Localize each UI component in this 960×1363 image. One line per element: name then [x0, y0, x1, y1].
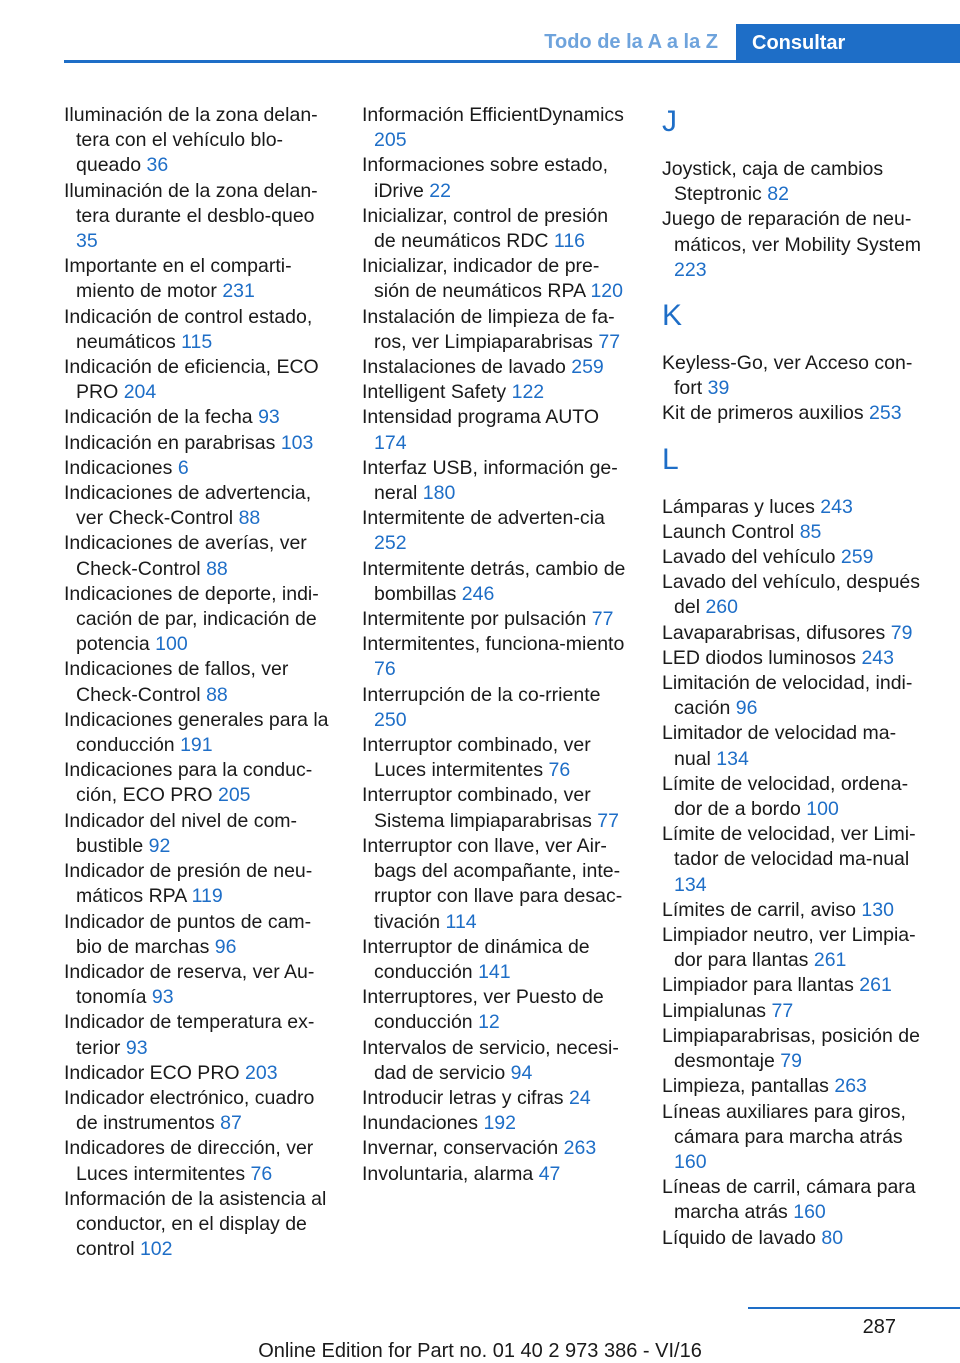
index-entry — [662, 1175, 932, 1225]
index-entry — [662, 772, 932, 822]
entry-term: Información de la asistencia al conductor, en el display de control — [64, 1187, 327, 1261]
entry-term: Indicación de control estado, neumáticos — [64, 305, 313, 353]
entry-term: Lavado del vehículo, después del — [662, 571, 921, 619]
index-entry — [362, 935, 632, 985]
index-entry — [662, 1074, 932, 1099]
entry-term: Launch Control — [662, 520, 795, 543]
index-entry — [662, 351, 932, 401]
entry-term: Limitación de velocidad, indi-cación — [662, 672, 913, 720]
page-link[interactable]: 141 — [478, 960, 511, 983]
index-entry — [64, 859, 334, 909]
page-link[interactable]: 246 — [461, 582, 495, 605]
entry-term: Límites de carril, aviso — [662, 898, 856, 921]
entry-term: Limitador de velocidad ma-nual — [662, 722, 897, 770]
index-entry — [662, 721, 932, 771]
entry-term: Importante en el comparti-miento de motor — [64, 255, 292, 303]
index-entry — [64, 405, 334, 430]
index-entry — [64, 1086, 334, 1136]
page-link[interactable]: 261 — [859, 974, 892, 997]
entry-term: Indicaciones de averías, ver Check-Control — [64, 532, 307, 580]
entry-term: Interruptor con llave, ver Air-bags del acompañante, inte-rruptor con llave para desac-tivación — [362, 834, 623, 933]
entry-term: Keyless-Go, ver Acceso con-fort — [662, 352, 913, 400]
index-entry — [64, 456, 334, 481]
entry-term: Joystick, caja de cambios Steptronic — [662, 158, 884, 206]
page-link[interactable]: 47 — [538, 1162, 561, 1185]
entry-term: Indicador de temperatura ex-terior — [64, 1011, 315, 1059]
index-entry — [362, 355, 632, 380]
entry-term: Intervalos de servicio, necesi-dad de servicio — [362, 1036, 619, 1084]
entry-term: Indicaciones de deporte, indi-cación de par, indicación de potencia — [64, 582, 319, 656]
index-entry — [362, 506, 632, 556]
page-link[interactable]: 160 — [793, 1201, 826, 1224]
entry-term: Interruptor combinado, ver Luces intermitentes — [362, 734, 591, 782]
index-entry — [362, 783, 632, 833]
index-entry — [662, 520, 932, 545]
page-link[interactable]: 263 — [834, 1075, 867, 1098]
entry-term: Indicador de reserva, ver Au-tonomía — [64, 960, 315, 1009]
index-entry — [64, 708, 334, 758]
page-link[interactable]: 24 — [568, 1086, 591, 1109]
page-link[interactable]: 92 — [148, 834, 171, 857]
entry-term: Lavado del vehículo — [662, 546, 836, 569]
edition-note: Online Edition for Part no. 01 40 2 973 386 - VI/16 — [258, 1340, 702, 1362]
entry-term: Indicaciones de advertencia, ver Check-Control — [64, 482, 312, 530]
index-entry — [362, 1111, 632, 1136]
page-link[interactable]: 119 — [191, 885, 223, 908]
entry-term: Indicación de la fecha — [64, 406, 253, 429]
index-entry — [64, 910, 334, 960]
entry-term: Introducir letras y cifras — [362, 1086, 564, 1109]
page-link[interactable]: 77 — [597, 809, 619, 832]
page-link[interactable]: 223 — [674, 258, 707, 281]
entry-term: Invernar, conservación — [362, 1137, 559, 1160]
page-link[interactable]: 130 — [861, 898, 894, 921]
entry-term: Intelligent Safety — [362, 381, 507, 404]
page-link[interactable]: 35 — [76, 230, 98, 253]
page-link[interactable]: 96 — [735, 697, 758, 720]
index-entry — [362, 834, 632, 935]
index-entry — [64, 481, 334, 531]
index-entry — [662, 545, 932, 570]
page-link[interactable]: 191 — [180, 734, 213, 757]
entry-term: Lavaparabrisas, difusores — [662, 621, 886, 644]
index-entry — [362, 1136, 632, 1161]
page-link[interactable]: 205 — [374, 129, 407, 152]
page-link[interactable]: 116 — [553, 230, 586, 253]
entry-term: Inicializar, control de presión de neumáticos RDC — [362, 204, 609, 253]
page-link[interactable]: 77 — [771, 999, 794, 1022]
entry-term: Instalación de limpieza de fa-ros, ver Limpiaparabrisas — [362, 305, 615, 353]
page-link[interactable]: 231 — [222, 280, 255, 303]
index-entry — [662, 1226, 932, 1251]
page-link[interactable]: 79 — [780, 1050, 802, 1073]
page-link[interactable]: 263 — [563, 1137, 597, 1160]
index-column-3 — [662, 103, 932, 1251]
entry-term: Líquido de lavado — [662, 1226, 816, 1249]
entry-term: Inicializar, indicador de pre-sión de neumáticos RPA — [362, 255, 600, 303]
index-entry — [64, 179, 334, 255]
index-entry — [64, 809, 334, 859]
index-entry — [64, 657, 334, 707]
page-link[interactable]: 259 — [840, 546, 874, 569]
index-entry — [64, 431, 334, 456]
index-entry — [662, 621, 932, 646]
page-link[interactable]: 94 — [510, 1061, 533, 1084]
page-link[interactable]: 259 — [571, 356, 604, 379]
index-entry — [362, 607, 632, 632]
section-letter: J — [662, 105, 677, 138]
entry-term: Limpiador para llantas — [662, 974, 854, 997]
index-entry — [64, 305, 334, 355]
page-link[interactable]: 22 — [429, 179, 451, 202]
page-link[interactable]: 88 — [206, 557, 228, 580]
page-link[interactable]: 243 — [820, 495, 853, 518]
index-entry — [64, 1061, 334, 1086]
entry-term: Límite de velocidad, ver Limi-tador de velocidad ma-nual — [662, 823, 916, 871]
entry-term: Limpialunas — [662, 999, 767, 1022]
index-entry — [362, 405, 632, 455]
index-entry — [64, 758, 334, 808]
page-link[interactable]: 76 — [374, 658, 396, 681]
page-link[interactable]: 100 — [155, 633, 188, 656]
page-link[interactable]: 260 — [705, 596, 738, 619]
index-entry — [64, 582, 334, 658]
entry-term: Limpiaparabrisas, posición de desmontaje — [662, 1024, 920, 1073]
index-entry — [362, 380, 632, 405]
entry-term: Indicación en parabrisas — [64, 431, 276, 454]
entry-term: Indicador ECO PRO — [64, 1061, 240, 1084]
index-entry — [362, 557, 632, 607]
page-link[interactable]: 82 — [767, 183, 789, 206]
page-link[interactable]: 205 — [217, 784, 251, 807]
page-link[interactable]: 102 — [139, 1238, 173, 1261]
index-entry — [362, 1086, 632, 1111]
page-link[interactable]: 252 — [374, 532, 407, 555]
page-link[interactable]: 134 — [674, 873, 707, 896]
index-entry — [362, 153, 632, 203]
entry-term: Iluminación de la zona delan-tera con el vehículo blo-queado — [64, 104, 318, 177]
page-link[interactable]: 204 — [123, 381, 157, 404]
entry-term: Líneas de carril, cámara para marcha atrás — [662, 1176, 916, 1224]
page-link[interactable]: 39 — [707, 377, 730, 400]
entry-term: Iluminación de la zona delan-tera durante el desblo-queo — [64, 179, 318, 227]
entry-term: Interrupción de la co-rriente — [362, 683, 601, 706]
page-link[interactable]: 88 — [206, 683, 228, 706]
index-entry — [662, 973, 932, 998]
index-entry — [362, 683, 632, 733]
index-entry — [64, 103, 334, 179]
index-entry — [64, 960, 334, 1010]
section-title: Todo de la A a la Z — [544, 30, 718, 53]
index-entry — [64, 531, 334, 581]
page-link[interactable]: 93 — [151, 986, 174, 1009]
index-entry — [662, 999, 932, 1024]
page-link[interactable]: 77 — [591, 608, 614, 631]
page-link[interactable]: 85 — [799, 520, 822, 543]
entry-term: Involuntaria, alarma — [362, 1162, 534, 1185]
entry-term: Indicador del nivel de com-bustible — [64, 809, 298, 857]
index-entry — [64, 254, 334, 304]
entry-term: Limpiador neutro, ver Limpia-dor para llantas — [662, 924, 916, 972]
page-link[interactable]: 120 — [590, 280, 623, 303]
page-link[interactable]: 12 — [478, 1011, 500, 1034]
page-link[interactable]: 134 — [716, 747, 749, 770]
page-link[interactable]: 100 — [806, 798, 839, 821]
index-entry — [362, 1162, 632, 1187]
index-entry — [662, 646, 932, 671]
page-link[interactable]: 6 — [177, 456, 189, 479]
index-entry — [64, 1136, 334, 1186]
page-link[interactable]: 243 — [861, 646, 894, 669]
header-divider — [64, 60, 960, 63]
index-entry — [662, 898, 932, 923]
entry-term: Intermitente por pulsación — [362, 608, 587, 631]
page-link[interactable]: 79 — [890, 621, 913, 644]
index-entry — [362, 305, 632, 355]
entry-term: Interruptores, ver Puesto de conducción — [362, 986, 604, 1034]
index-entry — [662, 1100, 932, 1176]
index-column-1 — [64, 103, 334, 1262]
entry-term: Indicaciones generales para la conducción — [64, 708, 329, 757]
page-link[interactable]: 261 — [813, 949, 847, 972]
page-link[interactable]: 87 — [220, 1112, 242, 1135]
entry-term: Informaciones sobre estado, iDrive — [362, 154, 609, 202]
entry-term: Información EfficientDynamics — [362, 104, 624, 126]
index-entry — [662, 671, 932, 721]
page-link[interactable]: 160 — [674, 1150, 707, 1173]
page-link[interactable]: 203 — [245, 1061, 278, 1084]
entry-term: Indicador electrónico, cuadro de instrumentos — [64, 1086, 315, 1135]
entry-term: Indicación de eficiencia, ECO PRO — [64, 356, 319, 404]
entry-term: Intensidad programa AUTO — [362, 406, 600, 429]
index-entry — [662, 1024, 932, 1074]
chapter-tab: Consultar — [736, 24, 960, 63]
index-entry — [362, 204, 632, 254]
entry-term: Inundaciones — [362, 1112, 479, 1135]
page-link[interactable]: 80 — [821, 1226, 844, 1249]
entry-term: Kit de primeros auxilios — [662, 402, 864, 425]
page-link[interactable]: 115 — [181, 330, 213, 353]
index-column-2 — [362, 103, 632, 1187]
index-entry — [662, 495, 932, 520]
entry-term: Indicador de puntos de cam-bio de marchas — [64, 910, 312, 958]
index-entry — [64, 1010, 334, 1060]
page-link[interactable]: 76 — [250, 1162, 273, 1185]
footer-divider — [748, 1307, 960, 1309]
entry-term: Indicaciones para la conduc-ción, ECO PRO — [64, 759, 313, 807]
index-entry — [662, 401, 932, 426]
page-link[interactable]: 103 — [280, 431, 314, 454]
page-link[interactable]: 93 — [258, 406, 280, 429]
entry-term: Limpieza, pantallas — [662, 1075, 829, 1098]
index-entry — [362, 456, 632, 506]
index-entry — [362, 254, 632, 304]
entry-term: Intermitente detrás, cambio de bombillas — [362, 557, 626, 605]
index-entry — [362, 985, 632, 1035]
index-entry — [362, 733, 632, 783]
page-link[interactable]: 180 — [422, 482, 456, 505]
index-entry — [362, 632, 632, 682]
page-link[interactable]: 96 — [214, 935, 237, 958]
index-entry — [662, 157, 932, 207]
index-entry — [362, 1036, 632, 1086]
index-entry — [662, 570, 932, 620]
entry-term: Indicaciones — [64, 456, 173, 479]
page-link[interactable]: 76 — [548, 759, 571, 782]
page-link[interactable]: 36 — [146, 154, 169, 177]
section-letter: L — [662, 442, 679, 476]
page-link[interactable]: 174 — [374, 431, 407, 454]
entry-term: Indicaciones de fallos, ver Check-Control — [64, 658, 289, 706]
entry-term: Interruptor de dinámica de conducción — [362, 935, 590, 983]
page-number: 287 — [862, 1316, 896, 1338]
page-link[interactable]: 192 — [483, 1112, 516, 1135]
page-link[interactable]: 114 — [445, 910, 477, 933]
page-link[interactable]: 122 — [511, 381, 545, 404]
entry-term: Líneas auxiliares para giros, cámara para marcha atrás — [662, 1100, 906, 1148]
section-letter: K — [662, 299, 683, 333]
index-entry — [64, 1187, 334, 1263]
page-link[interactable]: 253 — [869, 402, 902, 425]
entry-term: Indicadores de dirección, ver Luces intermitentes — [64, 1137, 314, 1185]
entry-term: Juego de reparación de neu-máticos, ver Mobility System — [662, 208, 922, 256]
index-entry — [662, 923, 932, 973]
entry-term: Interfaz USB, información ge-neral — [362, 456, 618, 505]
entry-term: Instalaciones de lavado — [362, 356, 566, 379]
index-entry — [64, 355, 334, 405]
index-entry — [662, 207, 932, 283]
entry-term: Intermitente de adverten-cia — [362, 507, 605, 530]
entry-term: Límite de velocidad, ordena-dor de a bordo — [662, 772, 909, 821]
entry-term: LED diodos luminosos — [662, 646, 857, 669]
entry-term: Indicador de presión de neu-máticos RPA — [64, 860, 313, 908]
entry-term: Lámparas y luces — [662, 495, 815, 518]
index-entry — [662, 822, 932, 898]
page-link[interactable]: 93 — [125, 1036, 148, 1059]
entry-term: Interruptor combinado, ver Sistema limpiaparabrisas — [362, 784, 592, 832]
index-entry — [362, 103, 632, 153]
page-link[interactable]: 77 — [598, 330, 621, 353]
page-link[interactable]: 250 — [374, 708, 407, 731]
page-link[interactable]: 88 — [238, 507, 261, 530]
entry-term: Intermitentes, funciona-miento — [362, 633, 625, 656]
